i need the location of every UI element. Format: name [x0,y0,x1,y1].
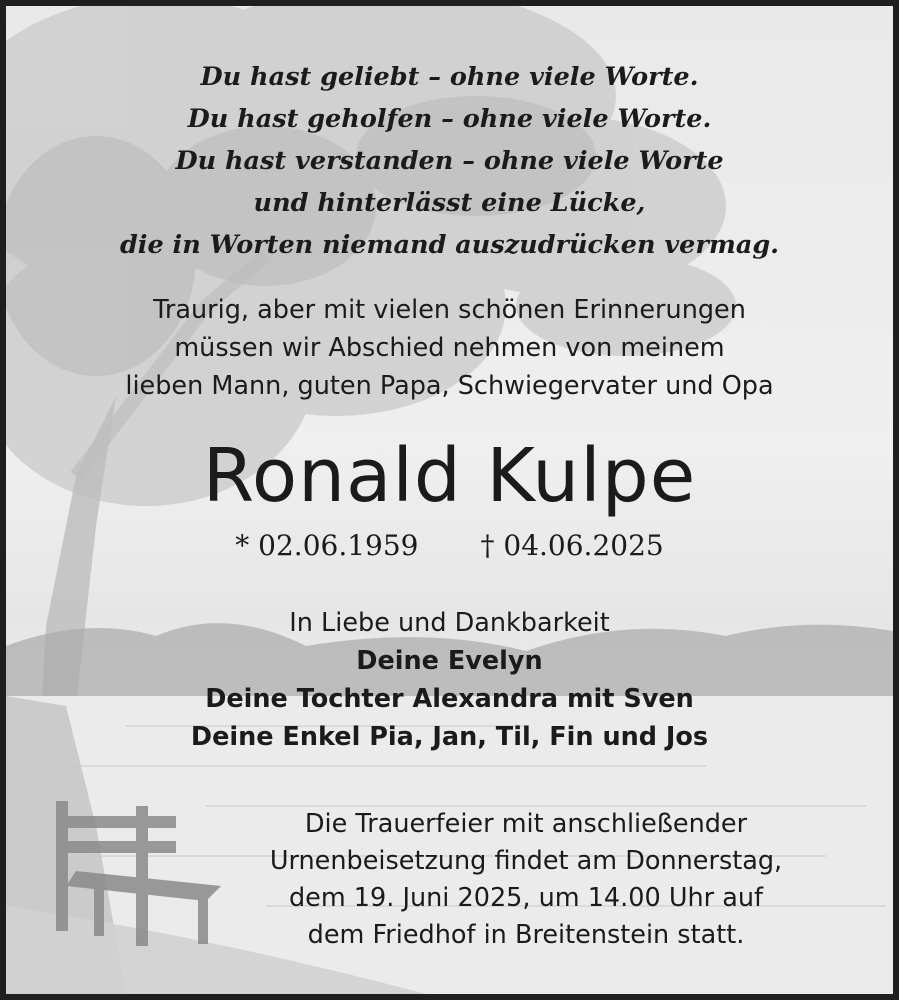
family-member: Deine Enkel Pia, Jan, Til, Fin und Jos [190,722,709,752]
family-intro: In Liebe und Dankbarkeit [289,608,610,638]
intro-line: Traurig, aber mit vielen schönen Erinnerungen [153,295,746,325]
ceremony-line: Die Trauerfeier mit anschließender [304,809,748,839]
ceremony-line: Urnenbeisetzung findet am Donnerstag, [269,846,783,876]
obituary-content [6,6,893,994]
verse-line: Du hast geholfen – ohne viele Worte. [187,104,712,134]
intro-line: lieben Mann, guten Papa, Schwiegervater und Opa [125,371,774,401]
verse-line: Du hast geliebt – ohne viele Worte. [200,62,699,92]
intro-line: müssen wir Abschied nehmen von meinem [174,333,725,363]
family-member: Deine Evelyn [356,646,543,676]
deceased-name: Ronald Kulpe [202,433,697,519]
birth-date: * 02.06.1959 [235,529,419,562]
life-dates [6,526,893,566]
ceremony-info [181,806,871,954]
verse-line: Du hast verstanden – ohne viele Worte [175,146,724,176]
ceremony-line: dem Friedhof in Breitenstein statt. [307,920,745,950]
verse-line: und hinterlässt eine Lücke, [253,188,646,218]
verse-line: die in Worten niemand auszudrücken vermag. [119,230,780,260]
intro-text [6,291,893,405]
death-date: † 04.06.2025 [480,529,664,562]
family-member: Deine Tochter Alexandra mit Sven [205,684,694,714]
verse [6,56,893,266]
ceremony-line: dem 19. Juni 2025, um 14.00 Uhr auf [288,883,764,913]
family-signature [6,604,893,756]
